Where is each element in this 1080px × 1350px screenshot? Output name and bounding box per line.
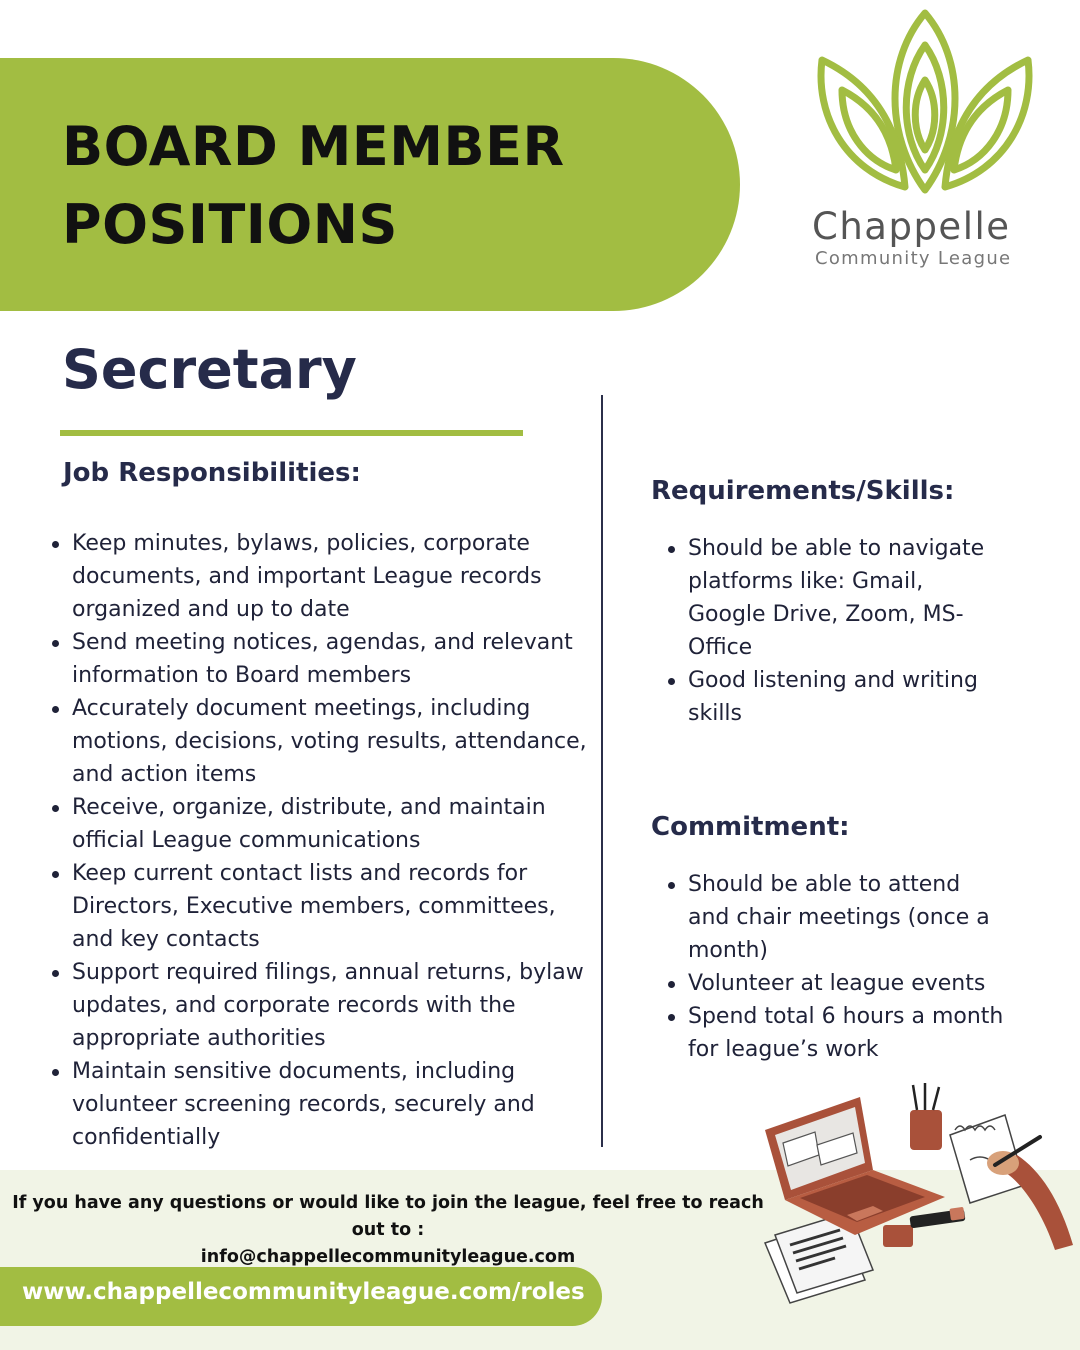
commitment-item-line: Should be able to attend xyxy=(688,872,961,897)
title-underline xyxy=(60,430,523,436)
responsibility-item-line: motions, decisions, voting results, attendance, xyxy=(72,729,587,754)
requirement-item xyxy=(688,532,1018,664)
responsibility-item-line: and action items xyxy=(72,762,257,787)
requirements-heading: Requirements/Skills: xyxy=(651,476,955,506)
responsibility-item-line: volunteer screening records, securely and xyxy=(72,1092,535,1117)
responsibility-item-line: Keep minutes, bylaws, policies, corporate xyxy=(72,531,530,556)
commitment-item-line: month) xyxy=(688,938,768,963)
commitment-heading: Commitment: xyxy=(651,812,850,842)
requirements-list xyxy=(688,532,1018,730)
website-link[interactable]: www.chappellecommunityleague.com/roles xyxy=(22,1279,585,1305)
commitment-item-line: and chair meetings (once a xyxy=(688,905,990,930)
role-title: Secretary xyxy=(62,338,357,401)
requirement-item-line: Google Drive, Zoom, MS- xyxy=(688,602,964,627)
responsibility-item-line: confidentially xyxy=(72,1125,221,1150)
contact-email[interactable]: info@chappellecommunityleague.com xyxy=(200,1247,576,1267)
responsibility-item-line: Directors, Executive members, committees, xyxy=(72,894,556,919)
responsibility-item-line: Accurately document meetings, including xyxy=(72,696,531,721)
responsibility-item-line: Send meeting notices, agendas, and relevant xyxy=(72,630,573,655)
commitment-item-line: Spend total 6 hours a month xyxy=(688,1004,1004,1029)
responsibility-item-line: documents, and important League records xyxy=(72,564,542,589)
responsibility-item-line: organized and up to date xyxy=(72,597,350,622)
responsibilities-heading: Job Responsibilities: xyxy=(63,458,361,488)
pencil-cup-icon xyxy=(910,1083,942,1150)
contact-text: If you have any questions or would like to join the league, feel free to reach out to : xyxy=(12,1193,764,1240)
responsibility-item xyxy=(72,1055,592,1154)
page-title-line-2: POSITIONS xyxy=(62,193,398,256)
requirement-item-line: Good listening and writing xyxy=(688,668,978,693)
commitment-item xyxy=(688,1000,1028,1066)
contact-info xyxy=(0,1190,776,1271)
page-title xyxy=(62,108,682,264)
responsibility-item xyxy=(72,527,592,626)
requirement-item-line: platforms like: Gmail, xyxy=(688,569,924,594)
requirement-item-line: skills xyxy=(688,701,743,726)
responsibility-item xyxy=(72,791,592,857)
responsibility-item-line: Keep current contact lists and records for xyxy=(72,861,528,886)
responsibilities-list xyxy=(72,527,592,1154)
responsibility-item-line: and key contacts xyxy=(72,927,260,952)
responsibility-item xyxy=(72,626,592,692)
requirement-item-line: Should be able to navigate xyxy=(688,536,985,561)
responsibility-item-line: Support required filings, annual returns, bylaw xyxy=(72,960,584,985)
commitment-item-line: for league’s work xyxy=(688,1037,879,1062)
logo-name: Chappelle xyxy=(812,205,1011,248)
responsibility-item xyxy=(72,857,592,956)
page-title-line-1: BOARD MEMBER xyxy=(62,115,565,178)
responsibility-item xyxy=(72,956,592,1055)
logo-subtitle: Community League xyxy=(815,248,1012,269)
responsibility-item xyxy=(72,692,592,791)
responsibility-item-line: updates, and corporate records with the xyxy=(72,993,516,1018)
commitment-item-line: Volunteer at league events xyxy=(688,971,986,996)
responsibility-item-line: information to Board members xyxy=(72,663,412,688)
responsibility-item-line: appropriate authorities xyxy=(72,1026,326,1051)
requirement-item xyxy=(688,664,1018,730)
laptop-desk-illustration xyxy=(755,1075,1080,1305)
responsibility-item-line: Receive, organize, distribute, and maintain xyxy=(72,795,546,820)
responsibility-item-line: official League communications xyxy=(72,828,421,853)
commitment-list xyxy=(688,868,1028,1066)
requirement-item-line: Office xyxy=(688,635,753,660)
column-divider xyxy=(601,395,603,1147)
responsibility-item-line: Maintain sensitive documents, including xyxy=(72,1059,516,1084)
commitment-item xyxy=(688,868,1028,967)
writing-hand-icon xyxy=(950,1115,1073,1250)
commitment-item xyxy=(688,967,1028,1000)
